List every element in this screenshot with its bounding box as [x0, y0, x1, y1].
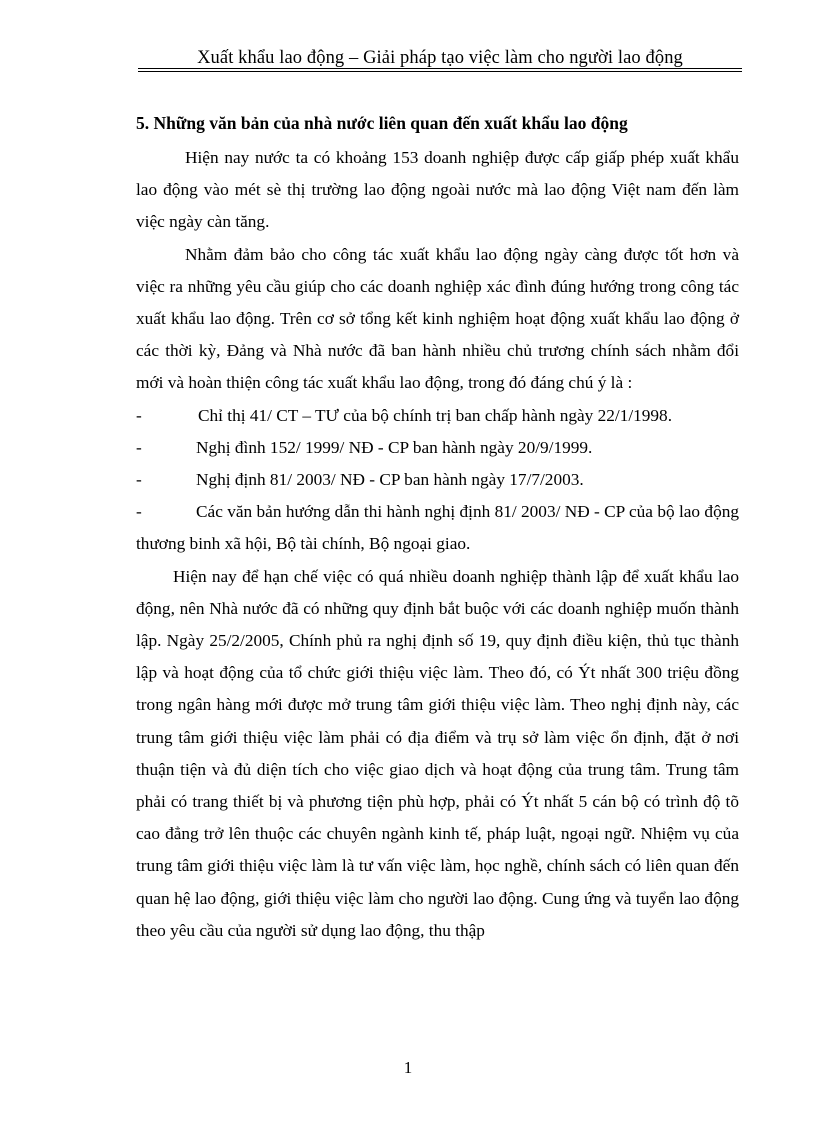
bullet-dash: -	[136, 502, 142, 522]
document-body	[136, 108, 739, 947]
paragraph-3: Hiện nay để hạn chế việc có quá nhiều doanh nghiệp thành lập để xuất khẩu lao động, nên Nhà nước đã có những quy định bắt buộc với các doanh nghiệp muốn thành lập. Ngày 25/2/2005, Chính phủ ra nghị định số 19, quy định điều kiện, thủ tục thành lập và hoạt động của tổ chức giới thiệu việc làm. Theo đó, có Ýt nhất 300 triệu đồng trong ngân hàng mới được mở trung tâm giới thiệu việc làm. Theo nghị định này, các trung tâm giới thiệu việc làm phải có địa điểm và trụ sở làm việc ổn định, đặt ở nơi thuận tiện và đủ diện tích cho việc giao dịch và hoạt động của trung tâm. Trung tâm phải có trang thiết bị và phương tiện phù hợp, phải có Ýt nhất 5 cán bộ có trình độ tõ cao đẳng trở lên thuộc các chuyên ngành kinh tế, pháp luật, ngoại ngữ. Nhiệm vụ của trung tâm giới thiệu việc làm là tư vấn việc làm, học nghề, chính sách có liên quan đến quan hệ lao động, giới thiệu việc làm cho người lao động. Cung ứng và tuyển lao động theo yêu cầu của người sử dụng lao động, thu thập	[136, 566, 739, 940]
header-rule-bottom	[138, 71, 742, 72]
list-item	[136, 464, 739, 496]
header-rule-top	[138, 68, 742, 69]
list-item	[136, 400, 739, 432]
list-item	[136, 496, 739, 560]
paragraph-1: Hiện nay nước ta có khoảng 153 doanh nghiệp được cấp giấp phép xuất khẩu lao động vào mét sè thị trường lao động ngoài nước mà lao động Việt nam đến làm việc ngày càn tăng.	[136, 148, 739, 232]
running-header	[138, 48, 742, 68]
list-item-text: Chỉ thị 41/ CT – TƯ của bộ chính trị ban chấp hành ngày 22/1/1998.	[198, 405, 673, 425]
list-item	[136, 432, 739, 464]
section-heading: 5. Những văn bản của nhà nước liên quan đến xuất khẩu lao động	[136, 113, 628, 133]
bullet-dash: -	[136, 405, 142, 425]
list-item-text: Nghị đình 152/ 1999/ NĐ - CP ban hành ngày 20/9/1999.	[196, 437, 593, 457]
paragraph-2: Nhằm đảm bảo cho công tác xuất khẩu lao động ngày càng được tốt hơn và việc ra những yêu cầu giúp cho các doanh nghiệp xác đình đúng hướng trong công tác xuất khẩu lao động. Trên cơ sở tổng kết kinh nghiệm hoạt động xuất khẩu lao động ở các thời kỳ, Đảng và Nhà nước đã ban hành nhiều chủ trương chính sách nhằm đổi mới và hoàn thiện công tác xuất khẩu lao động, trong đó đáng chú ý là :	[136, 244, 739, 393]
header-title: Xuất khẩu lao động – Giải pháp tạo việc làm cho người lao động	[197, 48, 683, 68]
bullet-dash: -	[136, 437, 142, 457]
list-item-text: Các văn bản hướng dẫn thi hành nghị định 81/ 2003/ NĐ - CP của bộ lao động thương binh xã hội, Bộ tài chính, Bộ ngoại giao.	[136, 502, 739, 554]
list-item-text: Nghị định 81/ 2003/ NĐ - CP ban hành ngày 17/7/2003.	[196, 470, 584, 490]
page-number: 1	[403, 1058, 413, 1077]
bullet-dash: -	[136, 470, 142, 490]
